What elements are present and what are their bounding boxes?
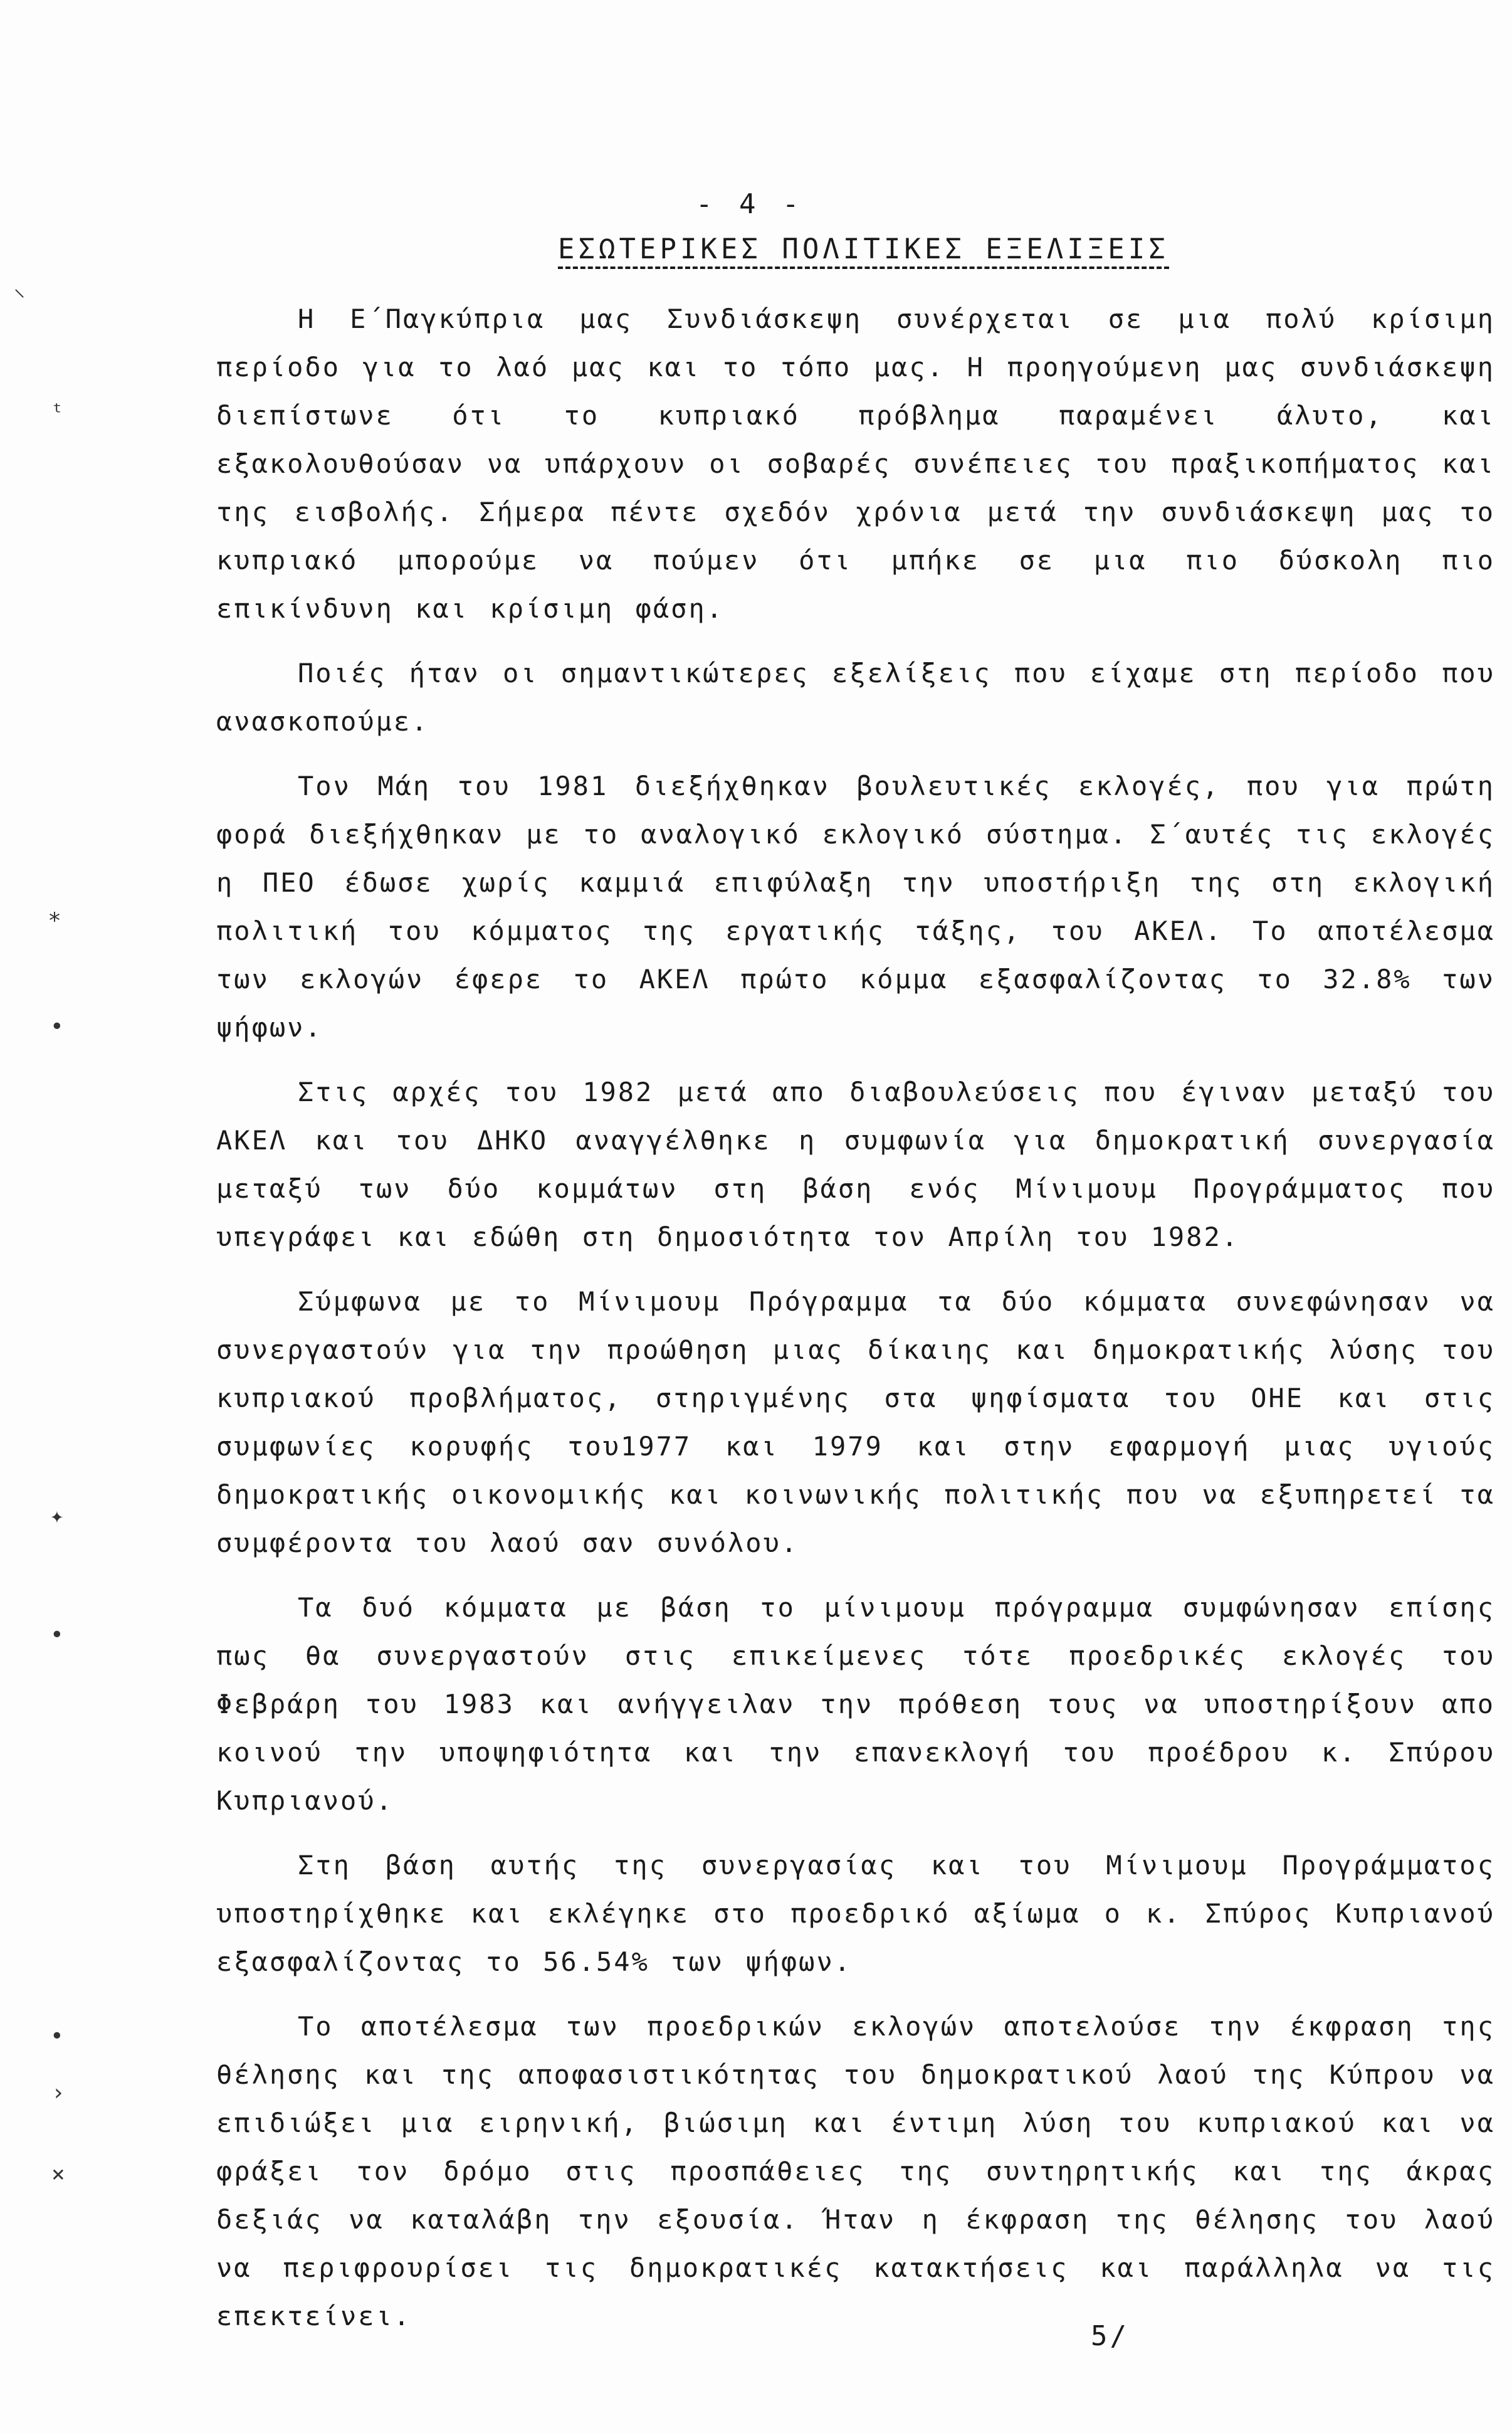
page-number: - 4 -	[696, 188, 804, 220]
document-body	[216, 295, 1495, 2356]
paragraph-1: Η Ε΄Παγκύπρια μας Συνδιάσκεψη συνέρχεται σε μια πολύ κρίσιμη περίοδο για το λαό μας και το τόπο μας. Η προηγούμενη μας συνδιάσκεψη διεπίστωνε ότι το κυπριακό πρόβλημα παραμένει άλυτο, και εξακολουθούσαν να υπάρχουν οι σοβαρές συνέπειες του πραξικοπήματος και της εισβολής. Σήμερα πέντε σχεδόν χρόνια μετά την συνδιάσκεψη μας το κυπριακό μπορούμε να πούμεν ότι μπήκε σε μια πιο δύσκολη πιο επικίνδυνη και κρίσιμη φάση.	[216, 303, 1495, 624]
scan-mark-icon: •	[50, 1622, 64, 1648]
paragraph-7: Στη βάση αυτής της συνεργασίας και του Μίνιμουμ Προγράμματος υποστηρίχθηκε και εκλέγηκε στο προεδρικό αξίωμα ο κ. Σπύρος Κυπριανού εξασφαλίζοντας το 56.54% των ψήφων.	[216, 1850, 1495, 1977]
paragraph-3: Τον Μάη του 1981 διεξήχθηκαν βουλευτικές εκλογές, που για πρώτη φορά διεξήχθηκαν με το αναλογικό εκλογικό σύστημα. Σ΄αυτές τις εκλογές η ΠΕΟ έδωσε χωρίς καμμιά επιφύλαξη την υποστήριξη της στη εκλογική πολιτική του κόμματος της εργατικής τάξης, του ΑΚΕΛ. Το αποτέλεσμα των εκλογών έφερε το ΑΚΕΛ πρώτο κόμμα εξασφαλίζοντας το 32.8% των ψήφων.	[216, 771, 1495, 1043]
paragraph-8: Το αποτέλεσμα των προεδρικών εκλογών αποτελούσε την έκφραση της θέλησης και της αποφασιστικότητας του δημοκρατικού λαού της Κύπρου να επιδιώξει μια ειρηνική, βιώσιμη και έντιμη λύση του κυπριακού και να φράξει τον δρόμο στις προσπάθειες της συντηρητικής και της άκρας δεξιάς να καταλάβη την εξουσία. Ήταν η έκφραση της θέλησης του λαού να περιφρουρίσει τις δημοκρατικές κατακτήσεις και παράλληλα να τις επεκτείνει.	[216, 2011, 1495, 2331]
scan-mark-icon: ✦	[50, 1503, 64, 1529]
scan-mark-icon: ×	[51, 2161, 65, 2187]
continuation-mark: 5/	[1091, 2320, 1129, 2352]
paragraph-6: Τα δυό κόμματα με βάση το μίνιμουμ πρόγραμμα συμφώνησαν επίσης πως θα συνεργαστούν στις επικείμενες τότε προεδρικές εκλογές του Φεβράρη του 1983 και ανήγγειλαν την πρόθεση τους να υποστηρίξουν απο κοινού την υποψηφιότητα και την επανεκλογή του προέδρου κ. Σπύρου Κυπριανού.	[216, 1592, 1495, 1816]
scan-mark-icon: •	[50, 1014, 64, 1040]
scan-mark-icon: ᵗ	[50, 399, 64, 425]
paragraph-5: Σύμφωνα με το Μίνιμουμ Πρόγραμμα τα δύο κόμματα συνεφώνησαν να συνεργαστούν για την προώθηση μιας δίκαιης και δημοκρατικής λύσης του κυπριακού προβλήματος, στηριγμένης στα ψηφίσματα του ΟΗΕ και στις συμφωνίες κορυφής του1977 και 1979 και στην εφαρμογή μιας υγιούς δημοκρατικής οικονομικής και κοινωνικής πολιτικής που να εξυπηρετεί τα συμφέροντα του λαού σαν συνόλου.	[216, 1286, 1495, 1558]
scan-mark-icon: ›	[51, 2080, 65, 2106]
section-title: ΕΣΩΤΕΡΙΚΕΣ ΠΟΛΙΤΙΚΕΣ ΕΞΕΛΙΞΕΙΣ	[558, 233, 1169, 269]
scan-mark-icon: •	[50, 2024, 64, 2049]
scan-mark-icon: ⁎	[49, 901, 60, 927]
paragraph-2: Ποιές ήταν οι σημαντικώτερες εξελίξεις που είχαμε στη περίοδο που ανασκοπούμε.	[216, 658, 1495, 737]
scan-mark-icon: ⸌	[14, 285, 25, 311]
paragraph-4: Στις αρχές του 1982 μετά απο διαβουλεύσεις που έγιναν μεταξύ του ΑΚΕΛ και του ΔΗΚΟ αναγγέλθηκε η συμφωνία για δημοκρατική συνεργασία μεταξύ των δύο κομμάτων στη βάση ενός Μίνιμουμ Προγράμματος που υπεγράφει και εδώθη στη δημοσιότητα τον Απρίλη του 1982.	[216, 1077, 1495, 1252]
